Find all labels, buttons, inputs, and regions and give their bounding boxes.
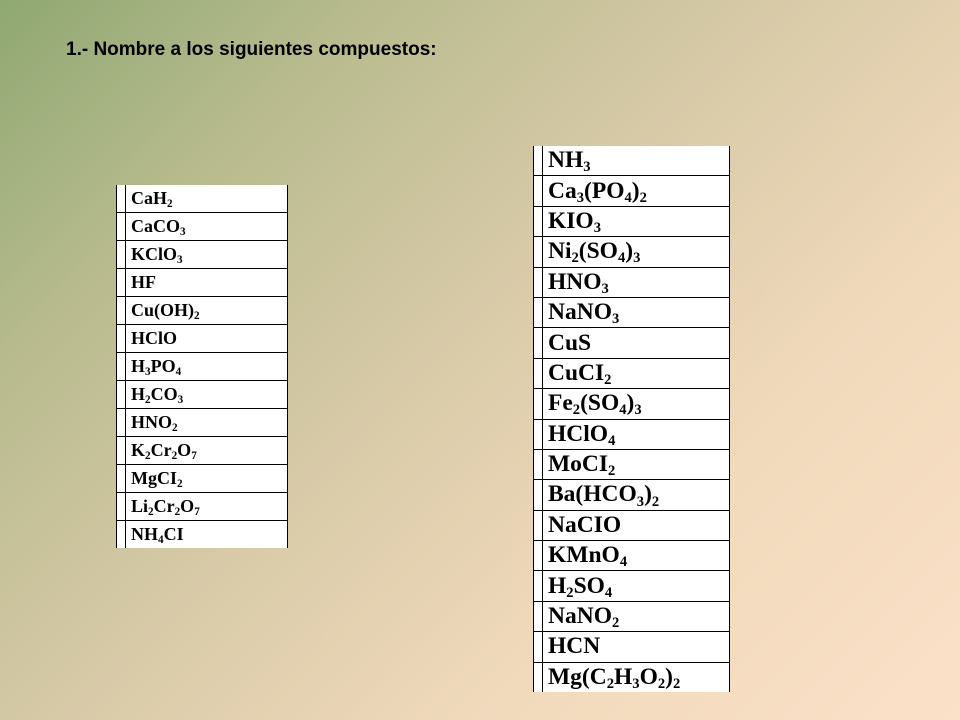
compound-formula: $Li_2Cr_2O_7$ (126, 493, 288, 521)
row-gutter-cell (534, 510, 543, 540)
compound-row (534, 541, 730, 571)
exercise-heading: 1.- Nombre a los siguientes compuestos: (66, 39, 437, 60)
compound-formula: $Ni_2(SO_4)_3$ (543, 237, 730, 267)
compound-row (534, 601, 730, 631)
compound-formula: $H_3PO_4$ (126, 353, 288, 381)
compound-row (534, 328, 730, 358)
compound-formula: KClO$_3$ (126, 241, 288, 269)
compound-row (117, 325, 288, 353)
row-gutter-cell (534, 328, 543, 358)
row-gutter-cell (117, 409, 126, 437)
compound-formula: NaNO$_3$ (543, 297, 730, 327)
compound-row (534, 206, 730, 236)
compound-row (534, 662, 730, 692)
row-gutter-cell (117, 213, 126, 241)
compound-row (534, 419, 730, 449)
row-gutter-cell (534, 176, 543, 206)
compound-formula: CaCO$_3$ (126, 213, 288, 241)
compound-formula: CuS (543, 328, 730, 358)
row-gutter-cell (534, 662, 543, 692)
compound-formula: CaH$_2$ (126, 185, 288, 213)
compound-formula: CuCI$_2$ (543, 358, 730, 388)
compound-row (117, 465, 288, 493)
row-gutter-cell (117, 269, 126, 297)
compound-row (534, 146, 730, 176)
row-gutter-cell (534, 449, 543, 479)
row-gutter-cell (534, 541, 543, 571)
compound-formula: $NH_4CI$ (126, 521, 288, 549)
compound-formula: MoCI$_2$ (543, 449, 730, 479)
compound-formula: HClO$_4$ (543, 419, 730, 449)
compounds-table-right-body (534, 146, 730, 692)
compound-formula: $Cu(OH)_2$ (126, 297, 288, 325)
row-gutter-cell (534, 297, 543, 327)
compound-row (117, 353, 288, 381)
compounds-table-left (116, 185, 288, 548)
row-gutter-cell (534, 480, 543, 510)
compounds-table-right (533, 146, 730, 692)
row-gutter-cell (117, 381, 126, 409)
compound-row (117, 381, 288, 409)
row-gutter-cell (117, 185, 126, 213)
compound-formula: NaNO$_2$ (543, 601, 730, 631)
compound-row (117, 213, 288, 241)
compound-formula: $Ca_3(PO_4)_2$ (543, 176, 730, 206)
compound-row (534, 297, 730, 327)
compound-row (534, 176, 730, 206)
row-gutter-cell (117, 437, 126, 465)
compound-formula: MgCI$_2$ (126, 465, 288, 493)
row-gutter-cell (117, 297, 126, 325)
row-gutter-cell (534, 358, 543, 388)
compound-row (117, 493, 288, 521)
compound-formula: $Ba(HCO_3)_2$ (543, 480, 730, 510)
compound-formula: NaCIO (543, 510, 730, 540)
compound-formula: $Mg(C_2H_3O_2)_2$ (543, 662, 730, 692)
compound-formula: KMnO$_4$ (543, 541, 730, 571)
compound-row (534, 389, 730, 419)
compound-formula: $H_2SO_4$ (543, 571, 730, 601)
row-gutter-cell (534, 601, 543, 631)
row-gutter-cell (534, 632, 543, 662)
compounds-table-left-body (117, 185, 288, 548)
compound-formula: $HNO_2$ (126, 409, 288, 437)
compound-formula: $Fe_2(SO_4)_3$ (543, 389, 730, 419)
row-gutter-cell (534, 206, 543, 236)
compound-row (117, 521, 288, 549)
row-gutter-cell (117, 353, 126, 381)
compound-row (117, 409, 288, 437)
compound-formula: HClO (126, 325, 288, 353)
compound-row (534, 237, 730, 267)
compound-formula: $NH_3$ (543, 146, 730, 176)
compound-row (117, 437, 288, 465)
row-gutter-cell (117, 465, 126, 493)
compound-row (534, 510, 730, 540)
row-gutter-cell (117, 241, 126, 269)
row-gutter-cell (534, 237, 543, 267)
compound-formula: $H_2CO_3$ (126, 381, 288, 409)
compound-row (534, 571, 730, 601)
row-gutter-cell (534, 419, 543, 449)
compound-row (534, 632, 730, 662)
compound-formula: HCN (543, 632, 730, 662)
compound-row (117, 241, 288, 269)
compound-row (117, 269, 288, 297)
row-gutter-cell (117, 325, 126, 353)
row-gutter-cell (534, 571, 543, 601)
compound-row (117, 185, 288, 213)
compound-formula: $K_2Cr_2O_7$ (126, 437, 288, 465)
row-gutter-cell (117, 493, 126, 521)
compound-formula: HF (126, 269, 288, 297)
row-gutter-cell (534, 267, 543, 297)
compound-row (534, 358, 730, 388)
compound-formula: $KIO_3$ (543, 206, 730, 236)
row-gutter-cell (117, 521, 126, 549)
row-gutter-cell (534, 146, 543, 176)
row-gutter-cell (534, 389, 543, 419)
compound-formula: $HNO_3$ (543, 267, 730, 297)
compound-row (117, 297, 288, 325)
compound-row (534, 267, 730, 297)
compound-row (534, 449, 730, 479)
compound-row (534, 480, 730, 510)
